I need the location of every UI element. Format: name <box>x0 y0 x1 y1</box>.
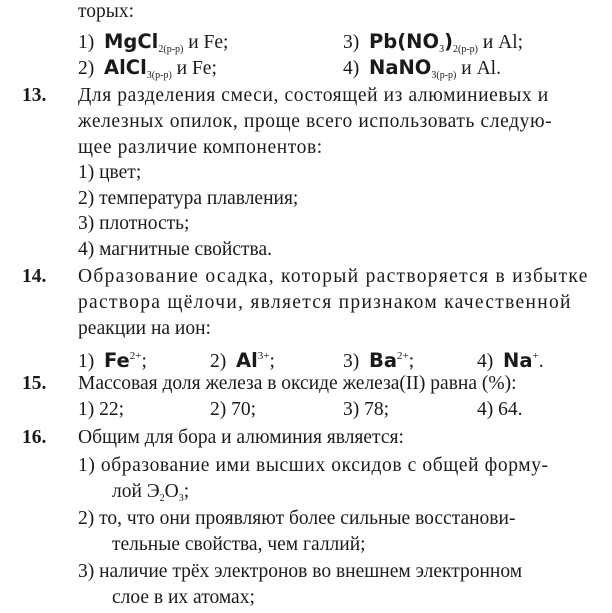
subscript: 2 <box>159 493 165 504</box>
q15-option-2: 2) 70; <box>210 399 257 420</box>
q14-text-line-1: Образование осадка, который растворяется в избытке <box>78 266 589 287</box>
q15-number: 15. <box>22 373 47 394</box>
q15-text: Массовая доля железа в оксиде железа(II) равна (%): <box>78 373 517 394</box>
punct: ; <box>141 351 147 372</box>
option-number: 1) <box>78 32 95 53</box>
option-number: 1) <box>78 351 95 372</box>
q12-tail: торых: <box>78 1 135 22</box>
formula: AlCl <box>104 56 147 79</box>
q15-option-3: 3) 78; <box>343 399 390 420</box>
q14-text-line-2: раствора щёлочи, является признаком качественной <box>78 292 572 313</box>
punct: ; <box>408 351 415 372</box>
q13-option-1: 1) цвет; <box>78 162 142 183</box>
q14-option-2 <box>210 344 275 374</box>
subscript: 2(р-р) <box>158 44 184 55</box>
subscript: 3 <box>439 44 445 55</box>
q13-text-line-1: Для разделения смеси, состоящей из алюминиевых и <box>78 85 549 106</box>
formula: MgCl <box>104 30 159 53</box>
subscript: 3(р-р) <box>146 70 172 81</box>
q15-option-4: 4) 64. <box>477 399 523 420</box>
q14-text-line-3: реакции на ион: <box>78 318 211 339</box>
q13-option-3: 3) плотность; <box>78 213 190 234</box>
q13-text-line-3: щее различие компонентов: <box>78 137 323 158</box>
subscript: 3 <box>178 493 184 504</box>
q14-option-3 <box>343 344 414 374</box>
q13-number: 13. <box>22 85 47 106</box>
ion: Ba <box>369 349 398 372</box>
text: лой Э <box>112 481 160 502</box>
ion: Al <box>236 349 258 372</box>
q14-option-4 <box>477 344 544 374</box>
q16-option-2-line-1: 2) то, что они проявляют более сильные восстанови- <box>78 508 516 529</box>
formula-rest: и Fe; <box>183 32 229 53</box>
q13-option-2: 2) температура плавления; <box>78 188 299 209</box>
option-number: 4) <box>343 58 360 79</box>
punct: ; <box>269 351 275 372</box>
formula: ) <box>444 30 453 53</box>
formula-rest: и Al. <box>456 58 501 79</box>
ion: Na <box>503 349 533 372</box>
option-number: 2) <box>210 351 227 372</box>
q16-option-3-line-2: слое в их атомах; <box>112 587 255 608</box>
q16-option-3-line-1: 3) наличие трёх электронов во внешнем электронном <box>78 561 523 582</box>
q14-number: 14. <box>22 266 47 287</box>
formula-rest: и Al; <box>477 32 524 53</box>
subscript: 3(р-р) <box>431 70 457 81</box>
q16-option-2-line-2: тельные свойства, чем галлий; <box>112 534 366 555</box>
punct: . <box>538 351 544 372</box>
formula: NaNO <box>369 56 432 79</box>
q16-number: 16. <box>22 427 47 448</box>
punct: ; <box>183 481 190 502</box>
option-number: 3) <box>343 351 360 372</box>
option-number: 4) <box>477 351 494 372</box>
subscript: 2(р-р) <box>452 44 478 55</box>
q15-option-1: 1) 22; <box>78 399 125 420</box>
formula-rest: и Fe; <box>171 58 217 79</box>
text: O <box>164 481 179 502</box>
charge: 2+ <box>129 350 142 362</box>
q13-option-4: 4) магнитные свойства. <box>78 239 273 260</box>
q16-text: Общим для бора и алюминия является: <box>78 427 404 448</box>
option-number: 3) <box>343 32 360 53</box>
q16-option-1-line-1: 1) образование ими высших оксидов с общей форму- <box>78 455 549 476</box>
formula: Pb(NO <box>369 30 440 53</box>
q13-text-line-2: железных опилок, проще всего использовать следую- <box>78 111 553 132</box>
q14-option-1 <box>78 344 147 374</box>
charge: 3+ <box>257 350 270 362</box>
charge: + <box>532 350 539 362</box>
charge: 2+ <box>397 350 409 362</box>
ion: Fe <box>104 349 130 372</box>
option-number: 2) <box>78 58 95 79</box>
